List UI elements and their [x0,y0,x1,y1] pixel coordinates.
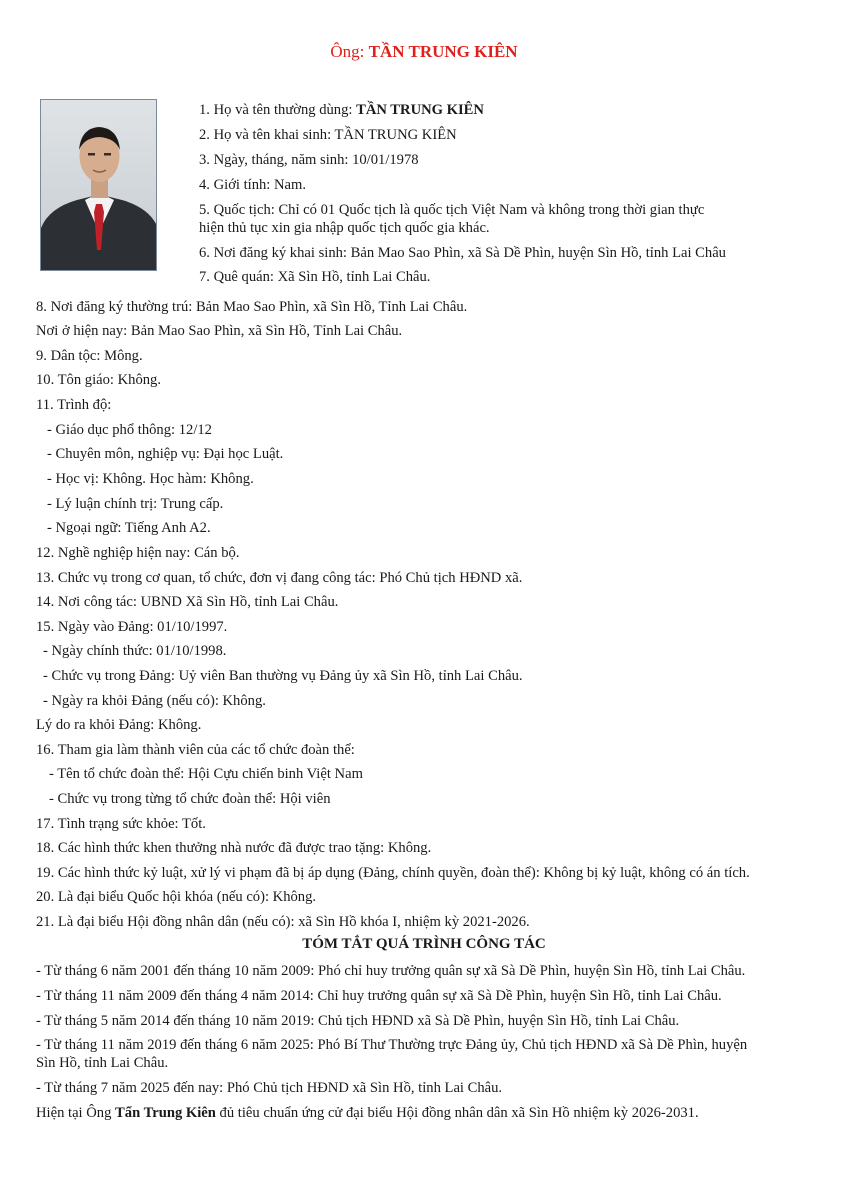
detail-line: - Ngoại ngữ: Tiếng Anh A2. [47,520,211,536]
info-hometown: 7. Quê quán: Xã Sìn Hồ, tỉnh Lai Châu. [199,269,431,285]
detail-line: 19. Các hình thức kỷ luật, xử lý vi phạm đã bị áp dụng (Đảng, chính quyền, đoàn thể): Không bị kỷ luật, không có án tích. [36,865,750,881]
candidate-name: TẦN TRUNG KIÊN [368,42,518,61]
detail-line: - Lý luận chính trị: Trung cấp. [47,496,224,512]
detail-line: - Học vị: Không. Học hàm: Không. [47,471,254,487]
detail-line: Nơi ở hiện nay: Bản Mao Sao Phìn, xã Sìn Hồ, Tỉnh Lai Châu. [36,323,403,339]
detail-line: 12. Nghề nghiệp hiện nay: Cán bộ. [36,545,240,561]
work-history-item: - Từ tháng 11 năm 2009 đến tháng 4 năm 2014: Chỉ huy trưởng quân sự xã Sà Dề Phìn, huyện Sìn Hồ, tỉnh Lai Châu. [36,988,722,1004]
work-history-heading: TÓM TẮT QUÁ TRÌNH CÔNG TÁC [302,936,546,952]
detail-line: - Chức vụ trong từng tổ chức đoàn thể: Hội viên [49,791,331,807]
info-birth-registration: 6. Nơi đăng ký khai sinh: Bản Mao Sao Phìn, xã Sà Dề Phìn, huyện Sìn Hồ, tỉnh Lai Châu [199,245,726,261]
detail-line: 11. Trình độ: [36,397,112,413]
work-history-item-cont: Sìn Hồ, tỉnh Lai Châu. [36,1055,169,1071]
detail-line: 14. Nơi công tác: UBND Xã Sìn Hồ, tỉnh Lai Châu. [36,594,339,610]
detail-line: 8. Nơi đăng ký thường trú: Bản Mao Sao Phìn, xã Sìn Hồ, Tỉnh Lai Châu. [36,299,468,315]
detail-line: - Ngày chính thức: 01/10/1998. [43,643,227,659]
detail-line: Lý do ra khỏi Đảng: Không. [36,717,202,733]
detail-line: - Chức vụ trong Đảng: Uỷ viên Ban thường vụ Đảng ủy xã Sìn Hồ, tỉnh Lai Châu. [43,668,523,684]
detail-line: 16. Tham gia làm thành viên của các tổ chức đoàn thể: [36,742,355,758]
detail-line: 21. Là đại biểu Hội đồng nhân dân (nếu có): xã Sìn Hồ khóa I, nhiệm kỳ 2021-2026. [36,914,530,930]
work-history-item: - Từ tháng 11 năm 2019 đến tháng 6 năm 2025: Phó Bí Thư Thường trực Đảng ủy, Chủ tịch HĐND xã Sà Dề Phìn, huyện [36,1037,748,1053]
detail-line: 10. Tôn giáo: Không. [36,372,161,388]
detail-line: - Tên tổ chức đoàn thể: Hội Cựu chiến binh Việt Nam [49,766,363,782]
detail-line: 15. Ngày vào Đảng: 01/10/1997. [36,619,228,635]
work-history-item: - Từ tháng 6 năm 2001 đến tháng 10 năm 2009: Phó chỉ huy trưởng quân sự xã Sà Dề Phìn, huyện Sìn Hồ, tỉnh Lai Châu. [36,963,746,979]
conclusion: Hiện tại Ông Tẩn Trung Kiên đủ tiêu chuẩn ứng cử đại biểu Hội đồng nhân dân xã Sìn Hồ nhiệm kỳ 2026-2031. [36,1105,699,1121]
detail-line: 18. Các hình thức khen thưởng nhà nước đã được trao tặng: Không. [36,840,432,856]
title-prefix: Ông: [330,42,369,61]
detail-line: - Chuyên môn, nghiệp vụ: Đại học Luật. [47,446,284,462]
info-birth-date: 3. Ngày, tháng, năm sinh: 10/01/1978 [199,152,419,168]
info-birth-name: 2. Họ và tên khai sinh: TẦN TRUNG KIÊN [199,127,457,143]
detail-line: 17. Tình trạng sức khỏe: Tốt. [36,816,206,832]
detail-line: 9. Dân tộc: Mông. [36,348,143,364]
info-gender: 4. Giới tính: Nam. [199,177,307,193]
page-title [0,42,848,62]
info-full-name: 1. Họ và tên thường dùng: TẦN TRUNG KIÊN [199,102,484,118]
work-history-item: - Từ tháng 7 năm 2025 đến nay: Phó Chủ tịch HĐND xã Sìn Hồ, tỉnh Lai Châu. [36,1080,503,1096]
info-nationality-cont: hiện thủ tục xin gia nhập quốc tịch quốc gia khác. [199,220,490,236]
detail-line: 13. Chức vụ trong cơ quan, tổ chức, đơn vị đang công tác: Phó Chủ tịch HĐND xã. [36,570,523,586]
detail-line: - Giáo dục phổ thông: 12/12 [47,422,212,438]
candidate-portrait [40,99,157,271]
info-nationality: 5. Quốc tịch: Chỉ có 01 Quốc tịch là quốc tịch Việt Nam và không trong thời gian thực [199,202,705,218]
work-history-item: - Từ tháng 5 năm 2014 đến tháng 10 năm 2019: Chủ tịch HĐND xã Sà Dề Phìn, huyện Sìn Hồ, tỉnh Lai Châu. [36,1013,680,1029]
detail-line: - Ngày ra khỏi Đảng (nếu có): Không. [43,693,266,709]
detail-line: 20. Là đại biểu Quốc hội khóa (nếu có): Không. [36,889,317,905]
